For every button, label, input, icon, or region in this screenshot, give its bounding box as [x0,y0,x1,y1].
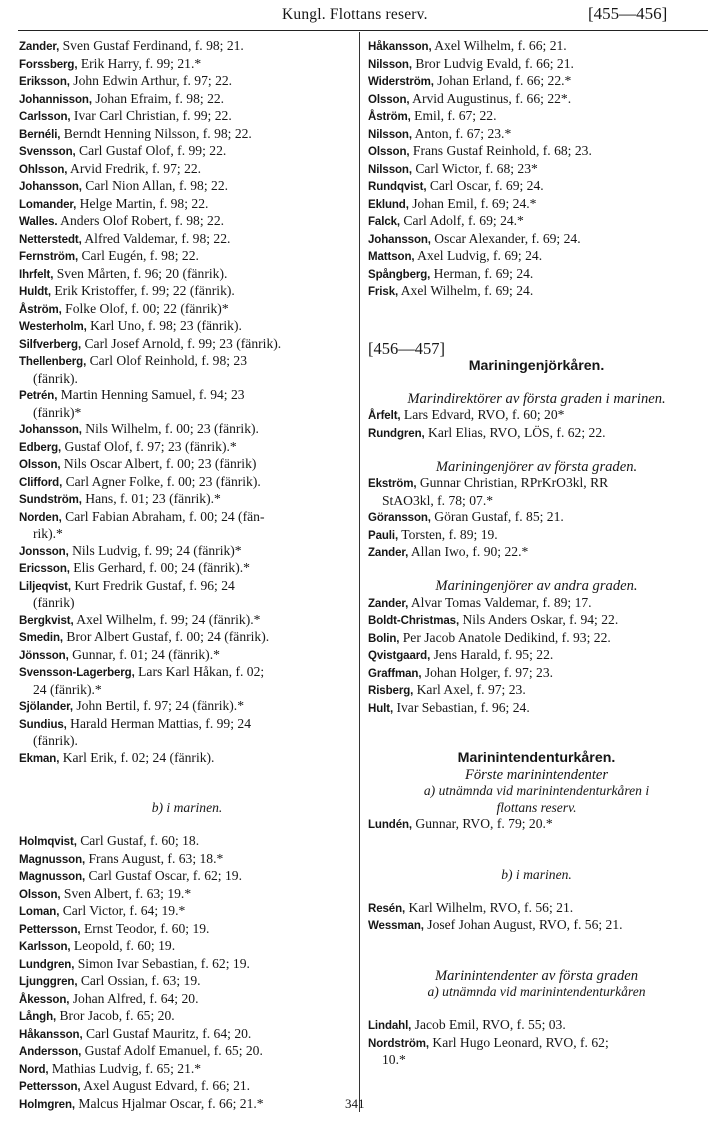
surname: Bergkvist, [19,614,74,627]
roster-entry [19,938,355,956]
surname: Åström, [368,111,411,123]
spacer [368,951,705,968]
rank-heading: Mariningenjörer av andra graden. [435,578,638,594]
spacer [368,834,705,851]
surname: Jonsson, [19,545,69,558]
roster-entry [368,700,705,718]
entry-details: Erik Kristoffer, f. 99; 22 (fänrik). [50,283,235,298]
roster-entry [368,527,705,545]
entry-continuation: 24 (fänrik).* [33,681,102,697]
roster-entry [19,698,355,716]
section-heading: Mariningenjörkåren. [468,357,605,374]
roster-entry [19,73,355,91]
entry-details: Carl Gustaf Oscar, f. 62; 19. [85,868,242,883]
roster-entry [368,475,705,493]
subsection-note: a) utnämnda vid marinintendenturkåren [427,984,646,999]
surname: Carlsson, [19,111,71,123]
surname: Olsson, [19,459,61,471]
roster-entry [19,491,355,509]
section-heading: Marinintendenturkåren. [457,750,616,766]
roster-entry [368,630,705,648]
roster-entry [368,161,705,179]
entry-details: Carl Gustaf Mauritz, f. 64; 20. [82,1025,252,1041]
surname: Johansson, [19,424,82,436]
entry-details: Alfred Valdemar, f. 98; 22. [81,230,231,246]
roster-entry [368,73,705,91]
subsection-note: flottans reserv. [496,799,577,815]
surname: Pettersson, [19,923,81,936]
rank-heading: Marindirektörer av första graden i marinen. [407,390,666,407]
entry-details: Göran Gustaf, f. 85; 21. [430,509,564,524]
roster-entry [368,1017,705,1035]
entry-details: Arvid Fredrik, f. 97; 22. [67,160,202,176]
roster-entry [19,750,355,768]
surname: Johansson, [368,233,431,246]
surname: Nordström, [368,1037,429,1050]
surname: Sjölander, [19,701,73,713]
surname: Ekström, [368,478,417,490]
entry-details: Gunnar Christian, RPrKrO3kl, RR [416,475,609,490]
entry-details: Johan Holger, f. 97; 23. [421,664,554,680]
surname: Forssberg, [19,58,78,71]
entry-details: Frans August, f. 63; 18.* [85,850,224,866]
surname: Clifford, [19,476,63,489]
entry-details: Gustaf Olof, f. 97; 23 (fänrik).* [61,438,237,454]
entry-details: Arvid Augustinus, f. 66; 22*. [409,90,572,106]
entry-details: Jacob Emil, RVO, f. 55; 03. [411,1017,566,1032]
entry-continuation: 10.* [382,1052,406,1067]
entry-details: Carl Oscar, f. 69; 24. [426,178,544,193]
entry-details: Carl Victor, f. 64; 19.* [59,903,186,918]
roster-entry [19,716,355,734]
entry-details: Karl Uno, f. 98; 23 (fänrik). [86,318,242,333]
roster-entry [368,283,705,301]
surname: Holmgren, [19,1098,75,1111]
surname: Åström, [19,303,62,316]
surname: Qvistgaard, [368,650,431,662]
entry-details: Karl Hugo Leonard, RVO, f. 62; [428,1034,609,1050]
surname: Lindahl, [368,1020,412,1032]
entry-details: Carl Wictor, f. 68; 23* [411,160,538,176]
subsection-heading: b) i marinen. [501,866,572,882]
spacer [368,935,705,952]
roster-entry [368,595,705,613]
entry-details: Helge Martin, f. 98; 22. [76,195,209,211]
roster-entry [19,126,355,144]
entry-details: Gunnar, f. 01; 24 (fänrik).* [68,646,220,662]
entry-details: Karl Elias, RVO, LÖS, f. 62; 22. [424,424,606,440]
spacer [368,562,705,579]
roster-entry [19,612,355,630]
surname: Svensson, [19,146,76,158]
roster-entry [19,578,355,596]
spacer [368,717,705,734]
entry-details: Anton, f. 67; 23.* [411,125,512,141]
entry-details: Allan Iwo, f. 90; 22.* [408,544,529,559]
subsection-note: a) utnämnda vid marinintendenturkåren i [423,783,650,798]
roster-entry [368,231,705,249]
roster-entry [19,456,355,474]
surname: Holmqvist, [19,836,77,848]
entry-details: John Bertil, f. 97; 24 (fänrik).* [72,698,244,713]
roster-entry [19,91,355,109]
surname: Håkansson, [19,1028,83,1041]
entry-details: Ivar Sebastian, f. 96; 24. [393,699,530,715]
surname: Boldt-Christmas, [368,615,460,627]
surname: Edberg, [19,441,62,454]
header-rule [18,30,708,31]
surname: Mattson, [368,251,415,263]
roster-entry [19,543,355,561]
entry-details: Sven Mårten, f. 96; 20 (fänrik). [53,265,228,281]
entry-details: Bror Jacob, f. 65; 20. [56,1008,175,1023]
surname: Walles. [19,216,58,228]
entry-details: Gunnar, RVO, f. 79; 20.* [412,816,553,831]
roster-entry [19,318,355,336]
surname: Hult, [368,702,394,715]
surname: Zander, [368,547,409,559]
roster-entry [368,816,705,834]
roster-entry [368,544,705,562]
roster-entry [19,868,355,886]
surname: Smedin, [19,632,64,644]
running-header-page-range: [455—456] [588,4,668,23]
surname: Rundgren, [368,427,425,440]
roster-entry [19,56,355,74]
roster-entry [19,421,355,439]
roster-entry [368,38,705,56]
entry-details: Karl Wilhelm, RVO, f. 56; 21. [405,899,574,915]
entry-details: Carl Fabian Abraham, f. 00; 24 (fän- [61,508,265,524]
surname: Nilsson, [368,128,412,141]
roster-entry [368,248,705,266]
surname: Risberg, [368,685,414,697]
surname: Ihrfelt, [19,268,54,281]
surname: Fernström, [19,251,79,263]
entry-details: Bror Ludvig Evald, f. 66; 21. [411,55,574,71]
subsection-heading: b) i marinen. [151,800,223,815]
surname: Petrén, [19,390,58,402]
entry-details: Jens Harald, f. 95; 22. [430,647,554,662]
entry-details: Elis Gerhard, f. 00; 24 (fänrik).* [69,560,250,575]
roster-entry [19,143,355,161]
surname: Rundqvist, [368,181,427,193]
surname: Thellenberg, [19,356,87,368]
roster-entry [19,1008,355,1026]
surname: Liljeqvist, [19,580,71,593]
roster-entry [19,213,355,231]
surname: Eriksson, [19,76,70,88]
roster-entry [368,612,705,630]
roster-entry [19,664,355,682]
roster-entry [368,647,705,665]
surname: Wessman, [368,920,424,932]
entry-details: Karl Axel, f. 97; 23. [413,682,526,697]
entry-details: Lars Karl Håkan, f. 02; [134,664,265,679]
roster-entry [19,991,355,1009]
entry-details: Bror Albert Gustaf, f. 00; 24 (fänrik). [63,629,270,644]
entry-details: Alvar Tomas Valdemar, f. 89; 17. [408,594,592,610]
roster-entry [19,886,355,904]
surname: Magnusson, [19,871,86,883]
surname: Åkesson, [19,993,70,1006]
surname: Zander, [368,597,409,610]
surname: Olsson, [19,888,61,901]
spacer [368,1001,705,1018]
entry-details: Anders Olof Robert, f. 98; 22. [57,213,225,228]
entry-details: Johan Alfred, f. 64; 20. [69,990,199,1006]
surname: Pauli, [368,529,399,542]
roster-entry [368,178,705,196]
entry-details: Carl Gustaf Olof, f. 99; 22. [75,143,227,158]
roster-entry [368,509,705,527]
roster-entry [19,560,355,578]
entry-details: Nils Oscar Albert, f. 00; 23 (fänrik) [60,456,257,471]
roster-entry [19,509,355,527]
roster-entry [368,665,705,683]
surname: Göransson, [368,512,431,524]
surname: Bolin, [368,632,400,645]
surname: Nilsson, [368,163,412,176]
surname: Johansson, [19,181,82,193]
entry-details: Leopold, f. 60; 19. [70,938,176,953]
entry-continuation: StAO3kl, f. 78; 07.* [382,492,494,508]
roster-entry [368,682,705,700]
surname: Zander, [19,41,60,53]
surname: Ljunggren, [19,976,78,988]
entry-details: Karl Erik, f. 02; 24 (fänrik). [59,749,215,765]
roster-entry [368,196,705,214]
roster-entry [368,126,705,144]
surname: Olsson, [368,146,410,158]
entry-details: Sven Albert, f. 63; 19.* [60,885,192,901]
surname: Norden, [19,511,62,524]
surname: Widerström, [368,76,434,88]
surname: Jönsson, [19,649,69,662]
entry-details: Martin Henning Samuel, f. 94; 23 [57,387,245,402]
entry-details: Torsten, f. 89; 19. [398,526,498,542]
entry-details: Carl Agner Folke, f. 00; 23 (fänrik). [62,473,261,489]
surname: Johannisson, [19,93,92,106]
page-number: 341 [345,1096,365,1111]
roster-entry [19,1078,355,1096]
entry-details: Johan Emil, f. 69; 24.* [408,195,537,211]
entry-details: Sven Gustaf Ferdinand, f. 98; 21. [59,38,244,53]
roster-entry [19,629,355,647]
roster-entry [19,1061,355,1079]
entry-details: Lars Edvard, RVO, f. 60; 20* [400,407,565,422]
roster-entry [19,1026,355,1044]
spacer [368,301,705,325]
roster-entry [19,266,355,284]
roster-entry [19,161,355,179]
entry-details: Berndt Henning Nilsson, f. 98; 22. [60,125,252,141]
roster-entry [19,921,355,939]
roster-entry [19,196,355,214]
roster-entry [19,956,355,974]
page-reference: [456—457] [368,339,445,358]
entry-details: Axel August Edvard, f. 66; 21. [80,1078,251,1093]
entry-details: Carl Josef Arnold, f. 99; 23 (fänrik). [81,335,282,351]
roster-entry [19,1096,355,1114]
entry-details: Nils Wilhelm, f. 00; 23 (fänrik). [81,421,259,436]
roster-entry [19,108,355,126]
surname: Sundström, [19,494,82,506]
entry-details: Per Jacob Anatole Dedikind, f. 93; 22. [399,629,611,645]
entry-details: Hans, f. 01; 23 (fänrik).* [81,491,221,506]
entry-details: Nils Anders Oskar, f. 94; 22. [459,612,619,627]
entry-details: Oscar Alexander, f. 69; 24. [430,230,581,246]
entry-details: Ernst Teodor, f. 60; 19. [80,920,210,936]
spacer [368,850,705,867]
entry-continuation: (fänrik) [33,595,75,610]
roster-entry [19,301,355,319]
roster-entry [19,387,355,405]
surname: Håkansson, [368,41,432,53]
surname: Magnusson, [19,853,86,866]
entry-details: Gustaf Adolf Emanuel, f. 65; 20. [81,1043,263,1058]
rank-heading: Mariningenjörer av första graden. [435,458,638,475]
roster-entry [19,973,355,991]
entry-details: Erik Harry, f. 99; 21.* [77,55,202,71]
surname: Lundén, [368,819,413,831]
entry-details: Axel Wilhelm, f. 66; 21. [431,38,567,53]
entry-details: Emil, f. 67; 22. [410,108,497,123]
entry-details: Nils Ludvig, f. 99; 24 (fänrik)* [68,542,242,558]
roster-entry [368,917,705,935]
rank-heading: Förste marinintendenter [464,766,609,783]
entry-details: Carl Eugén, f. 98; 22. [78,248,199,263]
surname: Huldt, [19,286,51,298]
surname: Frisk, [368,286,399,298]
surname: Pettersson, [19,1081,81,1093]
roster-entry [368,213,705,231]
entry-details: Carl Adolf, f. 69; 24.* [400,213,524,228]
surname: Årfelt, [368,410,401,422]
spacer [368,442,705,459]
surname: Silfverberg, [19,338,82,351]
roster-entry [19,851,355,869]
surname: Svensson-Lagerberg, [19,667,135,679]
surname: Netterstedt, [19,233,82,246]
surname: Eklund, [368,198,409,211]
roster-entry [19,647,355,665]
entry-details: Folke Olof, f. 00; 22 (fänrik)* [61,300,229,316]
entry-details: Harald Herman Mattias, f. 99; 24 [66,715,251,731]
entry-details: Frans Gustaf Reinhold, f. 68; 23. [409,143,592,158]
roster-entry [19,336,355,354]
rank-heading: Marinintendenter av första graden [434,967,639,984]
roster-entry [368,143,705,161]
entry-details: Malcus Hjalmar Oscar, f. 66; 21.* [74,1095,264,1111]
roster-entry [19,474,355,492]
entry-continuation: (fänrik). [33,370,78,386]
surname: Lundgren, [19,958,75,971]
surname: Sundius, [19,718,67,731]
surname: Långh, [19,1011,57,1023]
roster-entry [19,248,355,266]
entry-details: Mathias Ludvig, f. 65; 21.* [48,1060,202,1076]
entry-details: John Edwin Arthur, f. 97; 22. [69,73,233,88]
spacer [368,883,705,900]
surname: Loman, [19,906,60,918]
surname: Westerholm, [19,321,87,333]
surname: Ohlsson, [19,163,68,176]
roster-entry [19,178,355,196]
roster-entry [19,833,355,851]
surname: Graffman, [368,667,422,680]
surname: Ericsson, [19,563,70,575]
surname: Olsson, [368,93,410,106]
roster-entry [19,439,355,457]
entry-continuation: (fänrik)* [33,404,82,420]
surname: Falck, [368,216,401,228]
roster-entry [368,91,705,109]
entry-details: Carl Nion Allan, f. 98; 22. [81,178,229,193]
surname: Karlsson, [19,941,71,953]
roster-entry [368,266,705,284]
roster-entry [368,1035,705,1053]
roster-entry [19,353,355,371]
entry-details: Carl Olof Reinhold, f. 98; 23 [86,353,248,368]
roster-entry [368,425,705,443]
entry-details: Axel Wilhelm, f. 69; 24. [398,283,534,298]
roster-entry [19,283,355,301]
left-column [19,38,355,1113]
roster-entry [19,231,355,249]
roster-entry [368,900,705,918]
roster-entry [368,108,705,126]
roster-entry [19,1043,355,1061]
surname: Resén, [368,902,406,915]
entry-details: Johan Erland, f. 66; 22.* [433,73,572,88]
column-divider [359,32,360,1112]
entry-continuation: rik).* [33,526,63,541]
running-header-title: Kungl. Flottans reserv. [282,6,428,23]
entry-details: Herman, f. 69; 24. [430,265,534,281]
surname: Bernéli, [19,128,61,141]
surname: Ekman, [19,752,60,765]
surname: Spångberg, [368,268,431,281]
roster-entry [368,56,705,74]
entry-details: Simon Ivar Sebastian, f. 62; 19. [74,955,250,971]
entry-details: Kurt Fredrik Gustaf, f. 96; 24 [70,577,235,593]
roster-entry [368,407,705,425]
entry-details: Carl Gustaf, f. 60; 18. [76,833,200,848]
spacer [19,817,355,834]
surname: Nilsson, [368,58,412,71]
surname: Andersson, [19,1046,82,1058]
roster-entry [19,903,355,921]
surname: Lomander, [19,198,77,211]
spacer [19,767,355,784]
entry-details: Ivar Carl Christian, f. 99; 22. [70,108,232,123]
spacer [368,734,705,751]
right-column [368,38,705,1069]
entry-continuation: (fänrik). [33,733,78,748]
entry-details: Axel Wilhelm, f. 99; 24 (fänrik).* [73,611,261,627]
spacer [368,374,705,391]
entry-details: Josef Johan August, RVO, f. 56; 21. [423,917,623,932]
entry-details: Johan Efraim, f. 98; 22. [91,90,225,106]
entry-details: Carl Ossian, f. 63; 19. [77,973,201,988]
entry-details: Axel Ludvig, f. 69; 24. [414,248,543,263]
surname: Nord, [19,1063,49,1076]
roster-entry [19,38,355,56]
spacer [19,784,355,801]
